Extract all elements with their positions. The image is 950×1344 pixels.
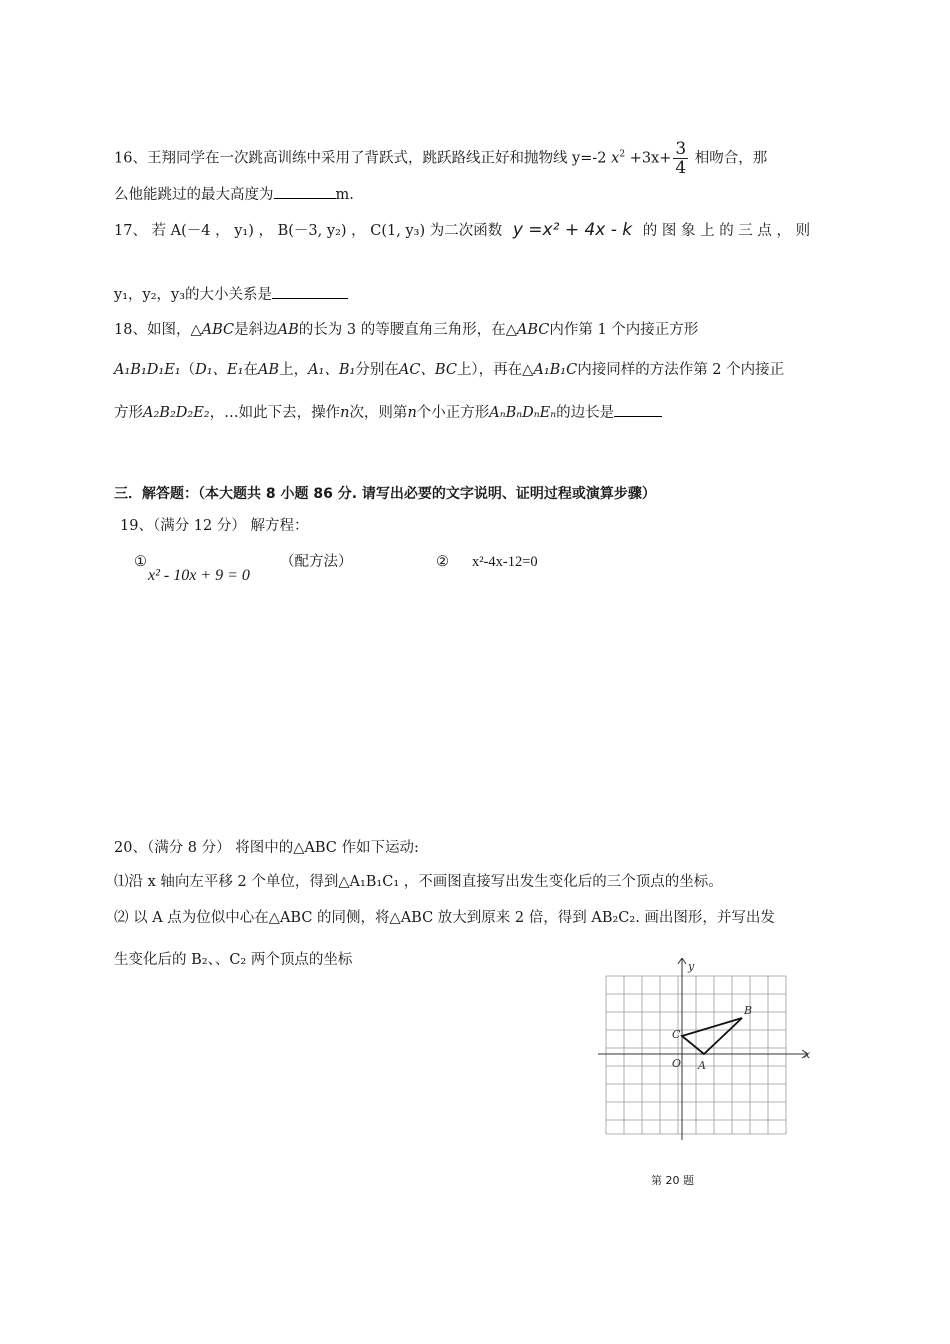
q19-circ2: ② [436,554,449,570]
q18-square-2: A₂B₂D₂E₂ [143,405,210,421]
label-a: A [698,1059,706,1072]
q18-text: 内接同样的方法作第 2 个内接正 [577,362,785,378]
label-y: y [688,960,695,973]
q18-text: （ [180,362,196,378]
q18-answer-blank[interactable] [614,402,662,417]
q19-eq2: x²-4x-12=0 [472,554,538,570]
q18-text: 在 [243,362,258,378]
grid-lines [606,976,786,1134]
q18-text: 次，则第 [349,405,408,421]
q18-segments: AC、BC [398,362,457,378]
q18-square-n: AₙBₙDₙEₙ [489,405,557,421]
q18-text: 的长为 3 的等腰直角三角形，在△ [298,322,517,338]
q19-eq-row [134,552,594,592]
q16-lead: 16、王翔同学在一次跳高训练中采用了背跃式，跳跃路线正好和抛物线 y=-2 [114,150,612,167]
label-o: O [672,1057,682,1070]
q16-tail: 相吻合，那 [690,150,768,167]
q18-text: 18、如图，△ [114,322,202,338]
q19-method1: （配方法） [280,554,353,570]
q18-text: 方形 [114,405,143,421]
axes [598,958,808,1140]
q18-text: 是斜边 [234,322,278,338]
figure-caption: 第 20 题 [651,1174,694,1187]
label-c: C [672,1028,681,1041]
q16-exp: 2 [619,149,626,160]
q18-segment-ab: AB [277,322,299,338]
q19-circ1: ① [134,554,147,570]
q18-triangle-abc: ABC [201,322,235,338]
q16-answer-blank[interactable] [274,184,336,199]
q16-fraction [673,140,688,177]
q18-var-n: n [407,405,417,421]
q18-triangle: A₁B₁C [533,362,578,378]
q17-tail: 的 图 象 上 的 三 点 ， 则 [642,223,811,239]
q17-answer-blank[interactable] [272,284,348,299]
q17-line2 [114,284,348,305]
q18-square-1: A₁B₁D₁E₁ [114,362,181,378]
q16-line1 [114,140,767,177]
label-b: B [744,1004,753,1017]
q18-line2 [114,360,784,380]
q17-line2-text: y₁，y₂，y₃的大小关系是 [114,287,273,303]
q16-frac-num: 3 [675,139,687,159]
q18-text: ，…如此下去，操作 [209,405,341,421]
q18-var-n: n [340,405,350,421]
q16-line2-tail: m. [335,187,354,203]
q16-line2 [114,184,354,205]
q20-part2-line2: 生变化后的 B₂、、C₂ 两个顶点的坐标 [114,952,353,968]
q19-eq1: x² - 10x + 9 = 0 [148,567,250,584]
q18-line3 [114,402,662,423]
q16-line2-lead: 么他能跳过的最大高度为 [114,187,274,203]
q20-title: 20、（满分 8 分） 将图中的△ABC 作如下运动: [114,840,419,856]
q18-text: 分别在 [355,362,399,378]
q18-text: 上），再在△ [456,362,534,378]
q18-triangle-abc: ABC [516,322,550,338]
q18-points: A₁、B₁ [308,362,356,378]
q18-text: 个小正方形 [416,405,490,421]
q20-part2-line1: ⑵ 以 A 点为位似中心在△ABC 的同侧，将△ABC 放大到原来 2 倍，得到 AB₂C₂. 画出图形，并写出发 [114,910,775,926]
q16-var-x: x [611,150,620,167]
q18-text: 上， [279,362,309,378]
q19-title: 19、（满分 12 分） 解方程： [120,518,309,534]
q20-part1: ⑴沿 x 轴向左平移 2 个单位，得到△A₁B₁C₁ ，不画图直接写出发生变化后的三个顶点的坐标。 [114,874,723,890]
q16-frac-den: 4 [675,158,687,178]
q18-text: 的边长是 [556,405,615,421]
q17-lead: 17、 若 A(－4 ， y₁) ， B(－3, y₂) ， C(1, y₃) 为二次函数 [114,223,503,239]
coordinate-grid-figure [596,958,826,1148]
q17-line1 [114,220,810,241]
section3-heading: 三．解答题：（本大题共 8 小题 86 分. 请写出必要的文字说明、证明过程或演算步骤） [114,486,656,502]
triangle-abc [682,1018,742,1054]
q17-function: y =x² + 4x - k [512,220,633,240]
q18-points: D₁、E₁ [195,362,244,378]
q18-segment: AB [257,362,280,378]
q18-text: 内作第 1 个内接正方形 [549,322,699,338]
q18-line1 [114,320,698,340]
q16-mid: +3x+ [625,150,672,167]
label-x: x [804,1048,811,1061]
